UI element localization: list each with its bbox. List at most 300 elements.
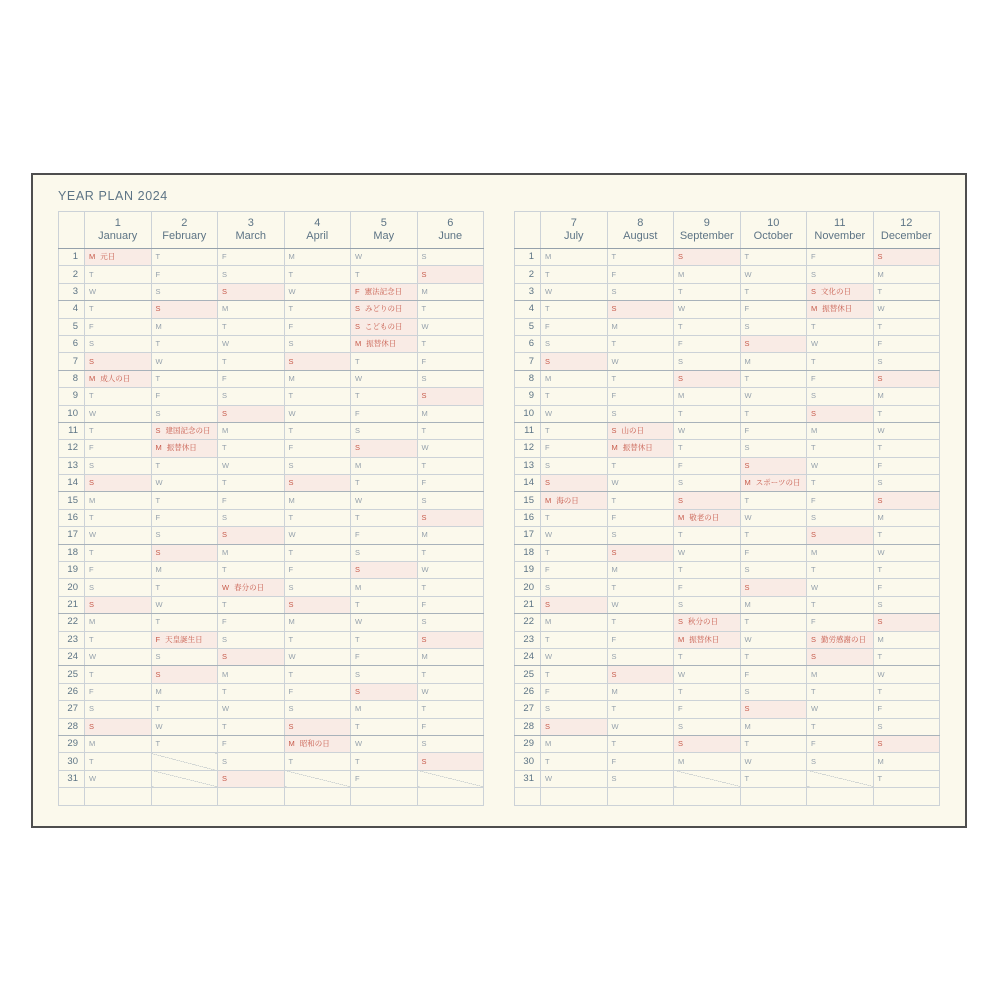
month-header-november <box>807 212 874 249</box>
day-cell <box>873 562 940 579</box>
day-cell <box>674 440 741 457</box>
day-cell <box>284 718 351 735</box>
weekday-letter: S <box>421 495 427 505</box>
day-cell <box>674 753 741 770</box>
day-row <box>515 683 940 700</box>
weekday-letter: W <box>355 617 363 627</box>
weekday-letter: T <box>222 356 227 366</box>
weekday-letter: W <box>678 547 686 557</box>
day-cell <box>740 614 807 631</box>
no-date-cell <box>151 770 218 787</box>
empty-cell <box>85 788 152 805</box>
day-cell <box>85 614 152 631</box>
corner-cell <box>59 212 85 249</box>
weekday-letter: S <box>877 600 883 609</box>
weekday-letter: S <box>421 513 427 523</box>
day-number: 22 <box>515 614 541 631</box>
day-cell <box>85 735 152 752</box>
day-cell <box>674 614 741 631</box>
day-cell <box>674 579 741 596</box>
weekday-letter: T <box>545 756 550 766</box>
day-cell <box>607 718 674 735</box>
day-cell <box>607 492 674 509</box>
day-cell <box>284 353 351 370</box>
no-date-cell <box>284 770 351 787</box>
day-cell <box>873 544 940 561</box>
weekday-letter: M <box>89 739 96 749</box>
weekday-letter: S <box>155 408 161 418</box>
day-cell <box>873 631 940 648</box>
day-cell <box>807 318 874 335</box>
weekday-letter: F <box>355 652 360 662</box>
day-row <box>515 370 940 387</box>
no-date-cell <box>417 770 484 787</box>
month-number: 6 <box>447 217 454 229</box>
month-name: January <box>98 230 138 242</box>
day-cell <box>740 735 807 752</box>
weekday-letter: S <box>355 426 361 436</box>
weekday-letter: F <box>222 739 227 749</box>
day-cell <box>85 770 152 787</box>
weekday-letter: T <box>288 756 294 766</box>
day-cell <box>807 492 874 509</box>
weekday-letter: T <box>678 652 683 662</box>
day-row <box>515 735 940 752</box>
day-cell <box>351 527 418 544</box>
weekday-letter: F <box>611 756 617 766</box>
weekday-letter: F <box>678 339 683 349</box>
day-row <box>59 249 484 266</box>
day-cell <box>873 475 940 492</box>
day-cell <box>740 405 807 422</box>
weekday-letter: F <box>89 443 94 453</box>
month-number: 3 <box>247 217 254 229</box>
day-cell <box>740 335 807 352</box>
weekday-letter: F <box>744 426 750 436</box>
day-cell <box>85 405 152 422</box>
day-row <box>515 440 940 457</box>
month-name: December <box>880 230 932 242</box>
weekday-letter: F <box>288 565 294 575</box>
day-row <box>515 353 940 370</box>
empty-row <box>59 788 484 805</box>
weekday-letter: S <box>611 286 617 296</box>
day-cell <box>351 735 418 752</box>
weekday-letter: S <box>744 686 750 696</box>
day-cell <box>541 735 608 752</box>
day-cell <box>674 718 741 735</box>
day-cell <box>417 753 484 770</box>
holiday-label: 山の日 <box>621 426 645 436</box>
day-cell <box>541 718 608 735</box>
day-cell <box>151 735 218 752</box>
weekday-letter: S <box>877 356 883 366</box>
day-cell <box>151 440 218 457</box>
weekday-letter: T <box>355 513 360 523</box>
day-cell <box>218 701 285 718</box>
day-cell <box>740 475 807 492</box>
empty-cell <box>218 788 285 805</box>
day-row <box>515 422 940 439</box>
weekday-letter: S <box>811 286 817 296</box>
weekday-letter: W <box>744 269 752 279</box>
day-cell <box>873 370 940 387</box>
holiday-label: 秋分の日 <box>688 617 719 627</box>
day-cell <box>85 388 152 405</box>
day-cell <box>674 683 741 700</box>
weekday-letter: S <box>744 460 750 470</box>
weekday-letter: W <box>545 652 553 662</box>
day-cell <box>674 544 741 561</box>
day-cell <box>351 701 418 718</box>
weekday-letter: W <box>611 721 619 731</box>
day-cell <box>873 527 940 544</box>
day-cell <box>807 683 874 700</box>
weekday-letter: F <box>545 565 550 575</box>
day-cell <box>351 596 418 613</box>
weekday-letter: S <box>744 443 750 453</box>
day-cell <box>151 509 218 526</box>
day-row <box>59 544 484 561</box>
day-cell <box>873 735 940 752</box>
day-cell <box>417 405 484 422</box>
month-header-december <box>873 212 940 249</box>
day-cell <box>85 509 152 526</box>
weekday-letter: S <box>678 721 684 731</box>
day-row <box>59 614 484 631</box>
day-cell <box>351 457 418 474</box>
weekday-letter: T <box>545 269 550 279</box>
weekday-letter: T <box>678 443 683 453</box>
month-header-july <box>541 212 608 249</box>
day-cell <box>873 301 940 318</box>
day-number: 2 <box>59 266 85 283</box>
day-cell <box>151 718 218 735</box>
weekday-letter: S <box>545 478 551 488</box>
weekday-letter: T <box>155 495 161 505</box>
weekday-letter: M <box>877 269 884 279</box>
day-cell <box>218 509 285 526</box>
weekday-letter: W <box>89 652 97 662</box>
weekday-letter: M <box>222 547 229 557</box>
month-number: 8 <box>637 217 644 229</box>
weekday-letter: T <box>155 339 161 349</box>
empty-row <box>515 788 940 805</box>
weekday-letter: T <box>811 565 816 575</box>
day-cell <box>873 579 940 596</box>
day-cell <box>541 440 608 457</box>
day-cell <box>85 701 152 718</box>
day-cell <box>417 475 484 492</box>
day-cell <box>807 753 874 770</box>
day-number: 21 <box>515 596 541 613</box>
weekday-letter: S <box>678 478 684 488</box>
weekday-letter: M <box>89 373 96 383</box>
weekday-letter: S <box>545 704 551 714</box>
weekday-letter: S <box>545 721 551 731</box>
day-cell <box>351 770 418 787</box>
weekday-letter: T <box>89 756 94 766</box>
empty-cell <box>284 788 351 805</box>
day-cell <box>674 422 741 439</box>
day-number: 27 <box>515 701 541 718</box>
day-cell <box>873 701 940 718</box>
month-number: 10 <box>767 217 780 229</box>
weekday-letter: T <box>811 321 816 331</box>
day-cell <box>607 753 674 770</box>
day-cell <box>607 301 674 318</box>
day-number: 20 <box>59 579 85 596</box>
day-cell <box>674 562 741 579</box>
day-cell <box>541 509 608 526</box>
weekday-letter: M <box>355 339 362 349</box>
day-number: 3 <box>515 283 541 300</box>
weekday-letter: W <box>678 669 686 679</box>
day-cell <box>417 301 484 318</box>
weekday-letter: T <box>89 669 94 679</box>
weekday-letter: S <box>155 669 161 679</box>
weekday-letter: F <box>611 391 617 401</box>
weekday-letter: T <box>355 391 360 401</box>
day-cell <box>807 544 874 561</box>
weekday-letter: W <box>155 478 163 488</box>
day-number: 16 <box>515 509 541 526</box>
day-cell <box>85 301 152 318</box>
day-cell <box>607 318 674 335</box>
weekday-letter: F <box>155 634 161 644</box>
weekday-letter: T <box>811 478 816 488</box>
weekday-letter: F <box>811 617 816 627</box>
day-cell <box>607 596 674 613</box>
day-cell <box>351 318 418 335</box>
day-row <box>515 718 940 735</box>
weekday-letter: S <box>877 252 883 262</box>
holiday-label: 憲法記念日 <box>364 286 403 296</box>
weekday-letter: T <box>89 634 94 644</box>
weekday-letter: S <box>744 339 750 349</box>
day-cell <box>417 266 484 283</box>
weekday-letter: M <box>611 443 618 453</box>
day-cell <box>607 353 674 370</box>
day-cell <box>674 492 741 509</box>
weekday-letter: S <box>89 600 95 609</box>
weekday-letter: M <box>545 739 552 749</box>
weekday-letter: S <box>355 321 361 331</box>
weekday-letter: W <box>155 356 163 366</box>
weekday-letter: S <box>89 339 95 349</box>
day-cell <box>351 648 418 665</box>
weekday-letter: F <box>877 582 883 592</box>
day-cell <box>85 422 152 439</box>
weekday-letter: T <box>222 565 227 575</box>
day-cell <box>218 596 285 613</box>
day-cell <box>218 579 285 596</box>
day-cell <box>607 614 674 631</box>
day-cell <box>151 335 218 352</box>
day-cell <box>417 492 484 509</box>
day-cell <box>873 718 940 735</box>
day-row <box>59 370 484 387</box>
weekday-letter: M <box>678 634 685 644</box>
day-cell <box>674 370 741 387</box>
day-cell <box>873 770 940 787</box>
day-row <box>515 335 940 352</box>
weekday-letter: T <box>811 600 816 609</box>
day-number: 5 <box>515 318 541 335</box>
weekday-letter: T <box>877 565 883 575</box>
weekday-letter: T <box>421 547 427 557</box>
day-number: 1 <box>59 249 85 266</box>
day-cell <box>417 422 484 439</box>
day-row <box>59 283 484 300</box>
weekday-letter: T <box>744 373 750 383</box>
weekday-letter: M <box>89 617 96 627</box>
weekday-letter: W <box>355 373 363 383</box>
day-number: 9 <box>515 388 541 405</box>
day-cell <box>417 544 484 561</box>
day-cell <box>284 631 351 648</box>
day-cell <box>284 509 351 526</box>
day-cell <box>351 579 418 596</box>
day-cell <box>607 283 674 300</box>
weekday-letter: M <box>89 495 96 505</box>
weekday-letter: F <box>877 460 883 470</box>
day-cell <box>85 335 152 352</box>
weekday-letter: F <box>89 565 94 575</box>
weekday-letter: W <box>611 356 619 366</box>
weekday-letter: F <box>744 669 750 679</box>
weekday-letter: M <box>678 391 685 401</box>
weekday-letter: T <box>155 704 161 714</box>
day-cell <box>284 457 351 474</box>
weekday-letter: S <box>155 547 161 557</box>
weekday-letter: S <box>877 478 883 488</box>
weekday-letter: T <box>288 513 294 523</box>
day-cell <box>807 701 874 718</box>
day-cell <box>85 527 152 544</box>
day-cell <box>218 370 285 387</box>
day-number: 11 <box>59 422 85 439</box>
weekday-letter: W <box>744 391 752 401</box>
day-row <box>59 735 484 752</box>
weekday-letter: T <box>744 408 750 418</box>
day-cell <box>541 370 608 387</box>
day-cell <box>807 283 874 300</box>
weekday-letter: T <box>421 704 427 714</box>
weekday-letter: F <box>744 304 750 314</box>
weekday-letter: T <box>877 408 883 418</box>
day-cell <box>807 735 874 752</box>
day-cell <box>807 579 874 596</box>
day-cell <box>151 405 218 422</box>
day-cell <box>351 249 418 266</box>
weekday-letter: T <box>611 739 617 749</box>
weekday-letter: T <box>355 356 360 366</box>
weekday-letter: T <box>678 565 683 575</box>
month-header-june <box>417 212 484 249</box>
day-number: 6 <box>59 335 85 352</box>
weekday-letter: T <box>421 339 427 349</box>
weekday-letter: S <box>288 339 294 349</box>
day-number: 16 <box>59 509 85 526</box>
day-cell <box>351 353 418 370</box>
month-name: May <box>373 230 395 242</box>
weekday-letter: W <box>288 530 296 540</box>
day-cell <box>607 405 674 422</box>
day-number: 13 <box>59 457 85 474</box>
weekday-letter: T <box>811 443 816 453</box>
day-cell <box>807 335 874 352</box>
weekday-letter: T <box>545 391 550 401</box>
weekday-letter: M <box>355 460 362 470</box>
day-cell <box>284 527 351 544</box>
weekday-letter: S <box>811 513 817 523</box>
weekday-letter: W <box>877 547 885 557</box>
day-number: 3 <box>59 283 85 300</box>
day-cell <box>740 388 807 405</box>
holiday-label: 振替休日 <box>822 304 853 314</box>
day-cell <box>807 475 874 492</box>
month-header-row <box>59 212 484 249</box>
day-cell <box>873 335 940 352</box>
day-number: 30 <box>515 753 541 770</box>
day-cell <box>541 388 608 405</box>
weekday-letter: T <box>877 286 883 296</box>
weekday-letter: S <box>611 773 617 783</box>
weekday-letter: F <box>678 582 683 592</box>
day-cell <box>218 440 285 457</box>
month-header-april <box>284 212 351 249</box>
weekday-letter: F <box>545 321 550 331</box>
day-cell <box>807 422 874 439</box>
day-cell <box>218 422 285 439</box>
day-cell <box>807 388 874 405</box>
day-cell <box>607 457 674 474</box>
no-date-cell <box>151 753 218 770</box>
weekday-letter: S <box>222 269 228 279</box>
day-cell <box>607 648 674 665</box>
weekday-letter: F <box>222 495 227 505</box>
weekday-letter: S <box>421 373 427 383</box>
weekday-letter: T <box>545 634 550 644</box>
day-row <box>515 492 940 509</box>
day-cell <box>541 648 608 665</box>
weekday-letter: T <box>288 634 294 644</box>
day-row <box>59 701 484 718</box>
month-header-may <box>351 212 418 249</box>
weekday-letter: T <box>611 373 617 383</box>
day-cell <box>674 249 741 266</box>
day-cell <box>873 283 940 300</box>
day-cell <box>674 266 741 283</box>
weekday-letter: F <box>421 478 427 488</box>
day-cell <box>541 405 608 422</box>
weekday-letter: M <box>155 565 162 575</box>
day-cell <box>351 753 418 770</box>
day-cell <box>218 249 285 266</box>
weekday-letter: S <box>421 252 427 262</box>
empty-cell <box>417 788 484 805</box>
weekday-letter: S <box>744 582 750 592</box>
day-number: 4 <box>515 301 541 318</box>
day-number: 8 <box>59 370 85 387</box>
day-number: 8 <box>515 370 541 387</box>
weekday-letter: T <box>421 582 427 592</box>
day-cell <box>218 475 285 492</box>
weekday-letter: T <box>222 321 227 331</box>
day-cell <box>351 405 418 422</box>
day-cell <box>218 405 285 422</box>
